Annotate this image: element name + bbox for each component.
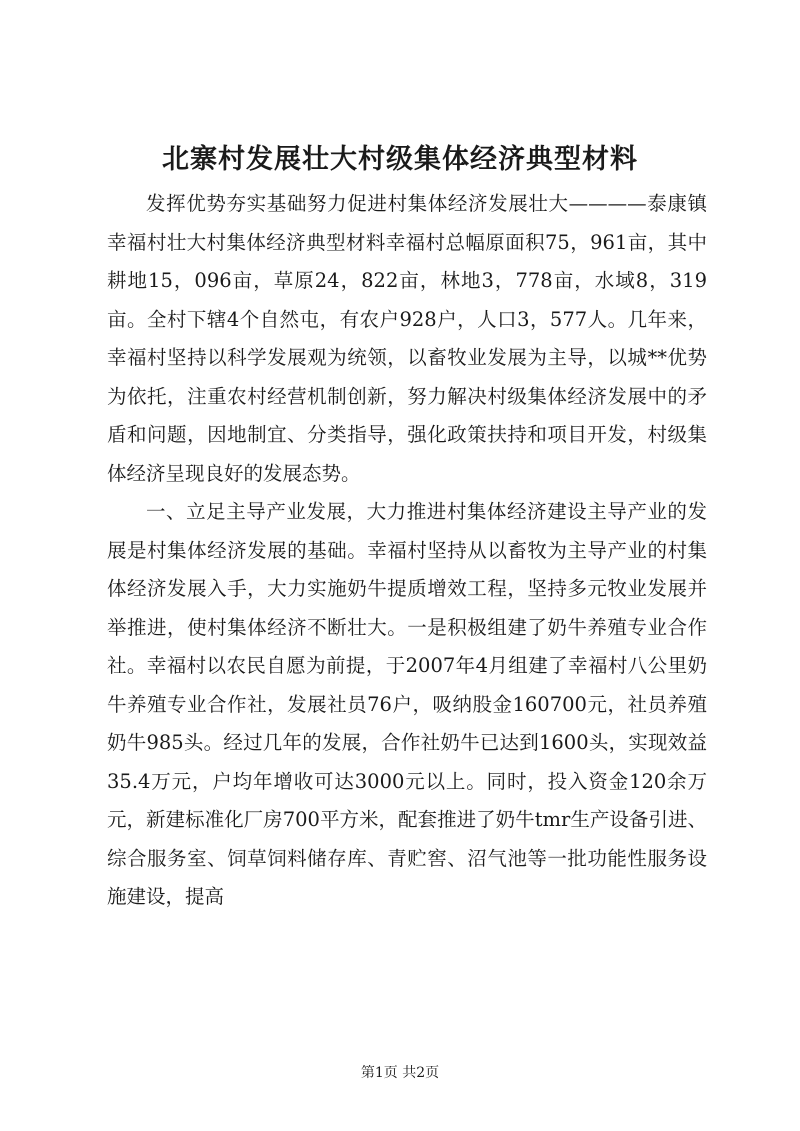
- page-footer: 第1页 共2页: [360, 1065, 440, 1081]
- document-body: [107, 185, 707, 917]
- document-title: 北寨村发展壮大村级集体经济典型材料: [162, 144, 638, 175]
- paragraph-section-one: 一、立足主导产业发展，大力推进村集体经济建设主导产业的发展是村集体经济发展的基础。幸福村坚持从以畜牧为主导产业的村集体经济发展入手，大力实施奶牛提质增效工程，坚持多元牧业发展并举推进，使村集体经济不断壮大。一是积极组建了奶牛养殖专业合作社。幸福村以农民自愿为前提，于2007年4月组建了幸福村八公里奶牛养殖专业合作社，发展社员76户，吸纳股金160700元，社员养殖奶牛985头。经过几年的发展，合作社奶牛已达到1600头，实现效益35.4万元，户均年增收可达3000元以上。同时，投入资金120余万元，新建标准化厂房700平方米，配套推进了奶牛tmr生产设备引进、综合服务室、饲草饲料储存库、青贮窖、沼气池等一批功能性服务设施建设，提高: [107, 500, 707, 908]
- paragraph-intro: 发挥优势夯实基础努力促进村集体经济发展壮大————泰康镇幸福村壮大村集体经济典型材料幸福村总幅原面积75，961亩，其中耕地15，096亩，草原24，822亩，林地3，778亩，水域8，319亩。全村下辖4个自然屯，有农户928户，人口3，577人。几年来，幸福村坚持以科学发展观为统领，以畜牧业发展为主导，以城**优势为依托，注重农村经营机制创新，努力解决村级集体经济发展中的矛盾和问题，因地制宜、分类指导，强化政策扶持和项目开发，村级集体经济呈现良好的发展态势。: [107, 192, 707, 485]
